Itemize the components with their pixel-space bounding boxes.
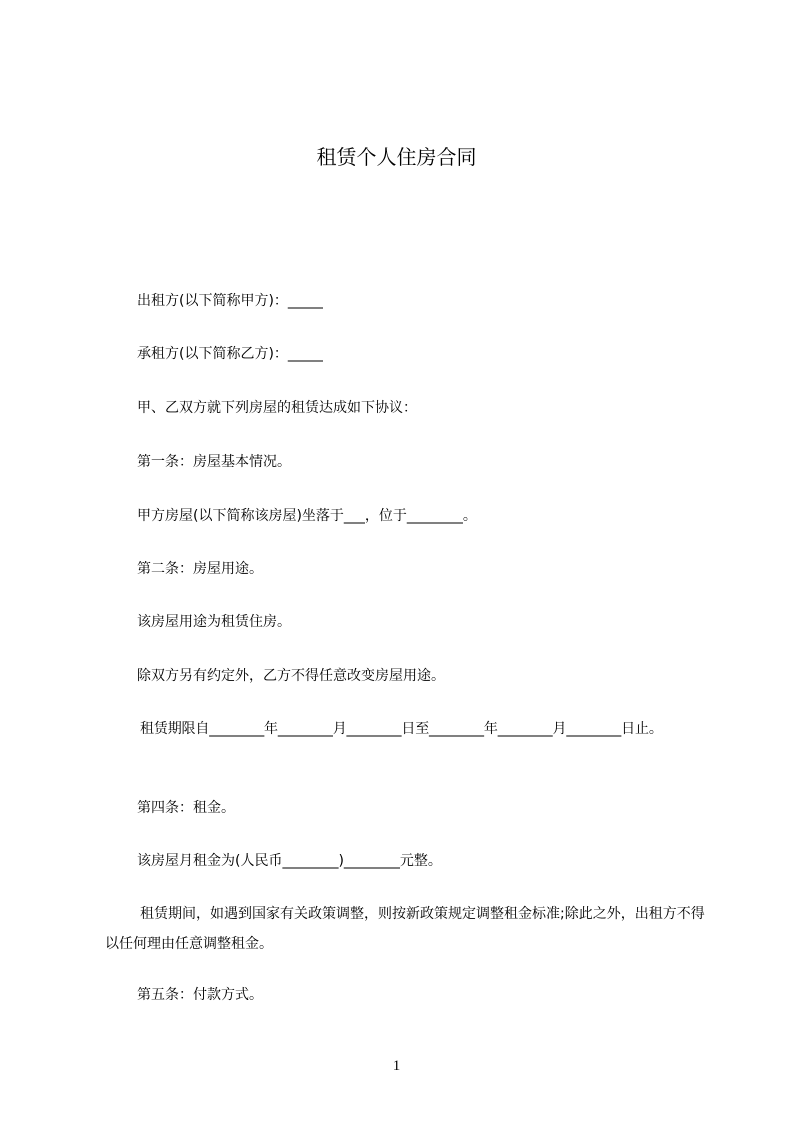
article-2-heading: 第二条：房屋用途。 — [137, 561, 263, 577]
article-5-heading: 第五条：付款方式。 — [137, 987, 263, 1003]
rent-adjustment-paragraph: 租赁期间，如遇到国家有关政策调整，则按新政策规定调整租金标准;除此之外，出租方不得以任何理由任意调整租金。 — [105, 906, 705, 952]
lessor-line: 出租方(以下简称甲方)：_____ — [137, 293, 323, 309]
monthly-rent-line: 该房屋月租金为(人民币________)________元整。 — [137, 853, 442, 869]
agreement-intro: 甲、乙双方就下列房屋的租赁达成如下协议： — [137, 400, 417, 416]
page-number: 1 — [392, 1058, 401, 1074]
property-use-line: 该房屋用途为租赁住房。 — [137, 614, 291, 630]
article-4-heading: 第四条：租金。 — [137, 800, 235, 816]
document-title: 租赁个人住房合同 — [316, 145, 477, 169]
lease-term-paragraph: 租赁期限自________年________月________日至________年________月________日止。 — [140, 721, 663, 737]
article-1-heading: 第一条：房屋基本情况。 — [137, 454, 291, 470]
lessee-line: 承租方(以下简称乙方)：_____ — [137, 346, 323, 362]
use-restriction-line: 除双方另有约定外，乙方不得任意改变房屋用途。 — [137, 668, 445, 684]
property-location-line: 甲方房屋(以下简称该房屋)坐落于___，位于________。 — [137, 508, 477, 524]
